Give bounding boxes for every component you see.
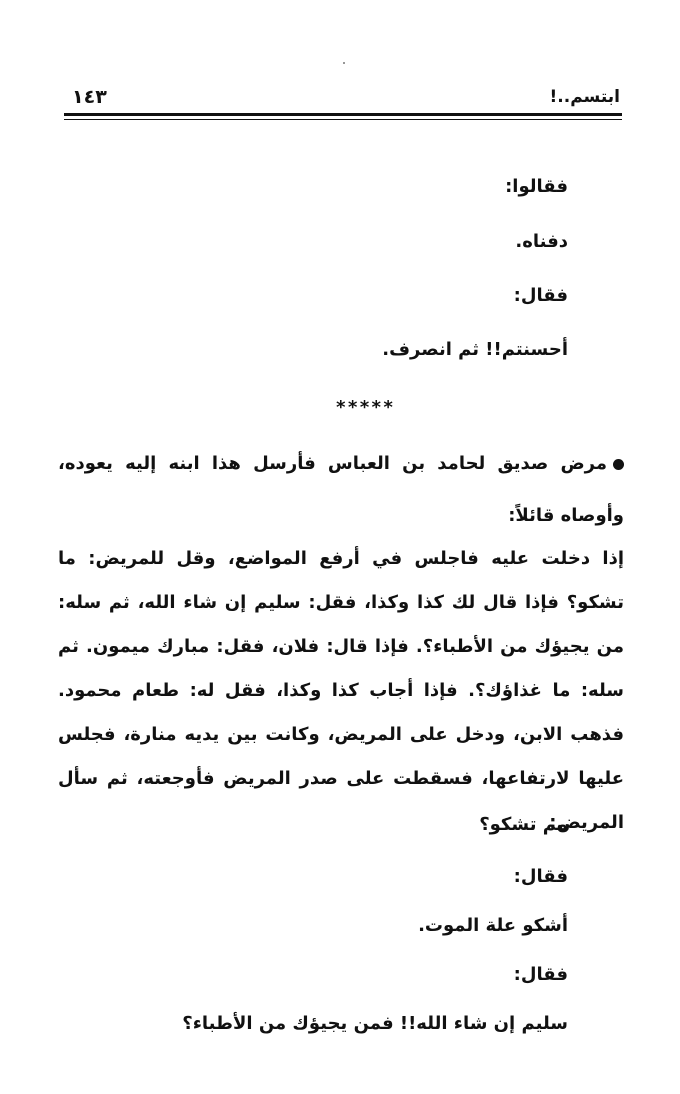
dialogue-line: فقالوا: xyxy=(505,176,568,197)
page-number: ١٤٣ xyxy=(72,86,107,108)
dialogue-line: أشكو علة الموت. xyxy=(418,915,568,936)
section-separator: ***** xyxy=(335,397,395,418)
header-rule-thick xyxy=(64,113,622,116)
running-header xyxy=(64,86,620,112)
anecdote-body: إذا دخلت عليه فاجلس في أرفع المواضع، وقل للمريض: ما تشكو؟ فإذا قال لك كذا وكذا، فقل: سليم إن شاء الله، ثم سله: من يجيؤك من الأطباء؟. فإذا قال: فلان، فقل: مبارك ميمون. ثم سله: ما غذاؤك؟. فإذا أجاب كذا وكذا، فقل له: طعام محمود. فذهب الابن، ودخل على المريض، وكانت بين يديه منارة، فجلس عليها لارتفاعها، فسقطت على صدر المريض فأوجعته، ثم سأل المريض: xyxy=(58,548,624,833)
dialogue-line: فقال: xyxy=(513,964,568,985)
dialogue-line: فقال: xyxy=(513,866,568,887)
dialogue-line: مم تشكو؟ xyxy=(479,814,568,835)
anecdote-intro xyxy=(58,438,624,542)
dialogue-line: أحسنتم!! ثم انصرف. xyxy=(382,339,568,360)
header-rule-thin xyxy=(64,119,622,120)
bullet-icon xyxy=(613,459,624,470)
dialogue-line: دفناه. xyxy=(515,231,568,252)
header-title: ابتسم..! xyxy=(549,87,620,107)
dialogue-line: سليم إن شاء الله!! فمن يجيؤك من الأطباء؟ xyxy=(182,1013,568,1034)
anecdote-intro-text: مرض صديق لحامد بن العباس فأرسل هذا ابنه إليه يعوده، وأوصاه قائلاً: xyxy=(58,453,624,526)
dialogue-line: فقال: xyxy=(513,285,568,306)
scan-speck xyxy=(343,62,345,64)
